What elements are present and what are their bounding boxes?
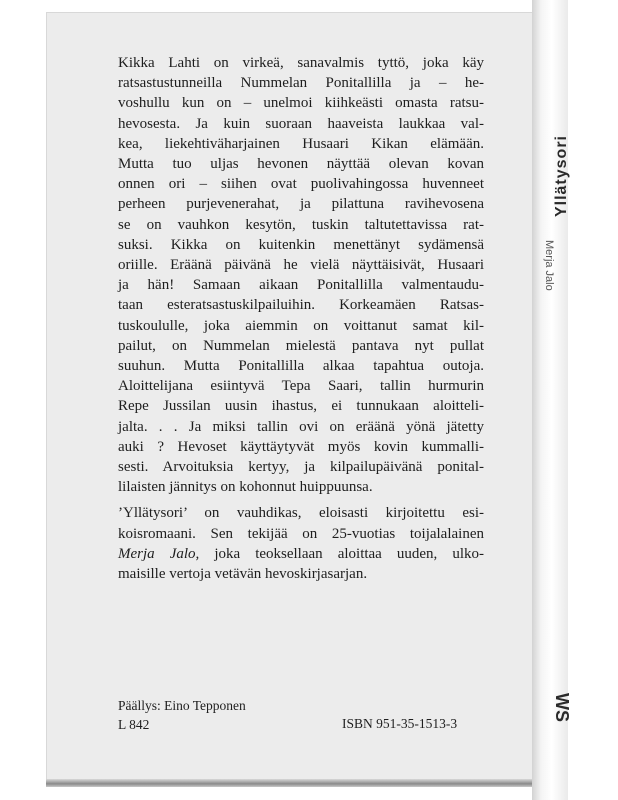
blurb-line: voshullu kun on – unelmoi kiihkeästi omasta ratsu- <box>118 95 484 112</box>
blurb-line: Aloittelijana esiintyvä Tepa Saari, tallin hurmurin <box>118 378 484 395</box>
blurb-line: oriille. Eräänä päivänä he vielä näyttäisivät, Husaari <box>118 257 484 274</box>
blurb-line: sesti. Arvoituksia kertyy, ja kilpailupäivänä ponital- <box>118 459 484 476</box>
blurb-line: ’Yllätysori’ on vauhdikas, eloisasti kirjoitettu esi- <box>118 505 484 522</box>
blurb-line: Kikka Lahti on virkeä, sanavalmis tyttö, joka käy <box>118 55 484 71</box>
blurb-line: se on vauhkon kesytön, tuskin taltutettavissa rat- <box>118 216 484 233</box>
blurb-line: koisromaani. Sen tekijää on 25-vuotias toijalalainen <box>118 525 484 542</box>
isbn: ISBN 951-35-1513-3 <box>342 716 458 731</box>
blurb-line: hevosesta. Ja kuin suoraan haaveista laukkaa val- <box>118 115 484 132</box>
blurb-line: Mutta tuo uljas hevonen näyttää olevan kovan <box>118 156 484 173</box>
blurb-line: onnen ori – siihen ovat puolivahingossa huvenneet <box>118 176 484 193</box>
blurb-line: kea, liekehtiväharjainen Husaari Kikan elämään. <box>118 135 484 152</box>
spine-author: Merja Jalo <box>543 240 555 291</box>
credits <box>118 696 246 734</box>
cover-credit: Päällys: Eino Tepponen <box>118 698 246 713</box>
blurb-line: ratsastustunneilla Nummelan Ponitallilla ja – he- <box>118 75 484 92</box>
product-code: L 842 <box>118 717 150 732</box>
blurb-line: auki ? Hevoset käyttäytyvät myös kovin kummalli- <box>118 438 484 455</box>
blurb-line: pailut, on Nummelan mielestä pantava nyt pullat <box>118 337 484 354</box>
blurb-line: Repe Jussilan uusin ihastus, ei tunnukaan aloitteli- <box>118 398 484 415</box>
author-name: Merja Jalo, <box>118 545 200 562</box>
blurb-line: suksi. Kikka on kuitenkin menettänyt sydämensä <box>118 236 484 253</box>
blurb-line: perheen purjevenerahat, ja pilattuna ravihevosena <box>118 196 484 213</box>
blurb-line: suuhun. Mutta Ponitallilla alkaa tapahtua outoja. <box>118 358 484 375</box>
blurb-paragraph-2 <box>118 503 484 584</box>
spine-title: Yllätysori <box>553 135 570 218</box>
blurb-line: lilaisten jännitys on kohonnut huippuunsa. <box>118 479 373 496</box>
blurb-text <box>118 53 484 584</box>
blurb-line: maisille vertoja vetävän hevoskirjasarjan. <box>118 566 368 583</box>
book-spine <box>532 0 568 800</box>
blurb-line: tuskoululle, joka aiemmin on voittanut samat kil- <box>118 317 484 334</box>
blurb-line: ja hän! Samaan aikaan Ponitallilla valmentaudu- <box>118 277 484 294</box>
blurb-paragraph-1 <box>118 53 484 497</box>
blurb-line: jalta. . . Ja miksi tallin ovi on eräänä yönä jätetty <box>118 418 484 435</box>
blurb-line: Merja Jalo, joka teoksellaan aloittaa uuden, ulko- <box>118 545 484 562</box>
cover-bottom-edge <box>46 779 546 787</box>
blurb-line: taan esteratsastuskilpailuihin. Korkeamäen Ratsas- <box>118 297 484 314</box>
spine-publisher-mark: WS <box>552 693 572 722</box>
